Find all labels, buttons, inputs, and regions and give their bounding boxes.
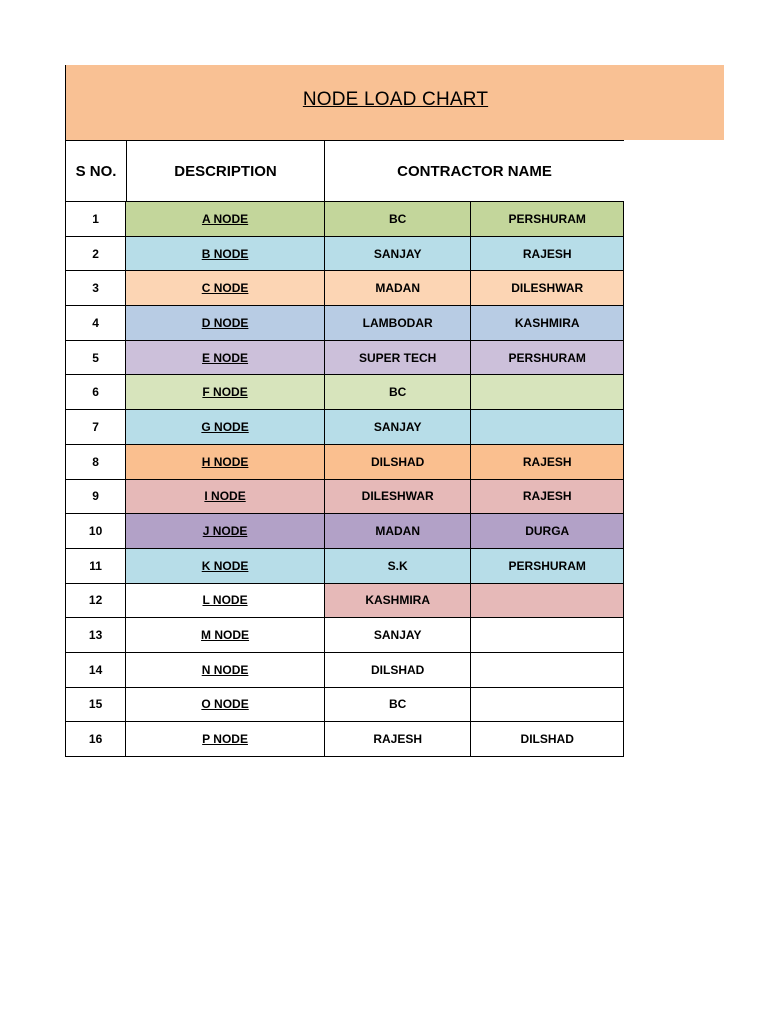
cell-contractor-2: RAJESH	[471, 444, 624, 479]
header-contractor-name: CONTRACTOR NAME	[397, 162, 552, 180]
cell-description: J NODE	[126, 514, 325, 549]
table-row	[66, 479, 624, 514]
cell-description: M NODE	[126, 618, 325, 653]
cell-description: A NODE	[126, 202, 325, 237]
header-description: DESCRIPTION	[127, 141, 325, 201]
cell-sno: 9	[66, 479, 126, 514]
cell-sno: 2	[66, 236, 126, 271]
cell-contractor-1: KASHMIRA	[324, 583, 471, 618]
cell-sno: 14	[66, 652, 126, 687]
cell-contractor-2	[471, 652, 624, 687]
cell-description: I NODE	[126, 479, 325, 514]
cell-contractor-1: BC	[324, 687, 471, 722]
cell-contractor-2: PERSHURAM	[471, 340, 624, 375]
table-row	[66, 722, 624, 757]
cell-sno: 4	[66, 306, 126, 341]
cell-contractor-2: PERSHURAM	[471, 548, 624, 583]
table-row	[66, 236, 624, 271]
cell-contractor-2	[471, 583, 624, 618]
table-header-row	[65, 140, 624, 201]
cell-description: C NODE	[126, 271, 325, 306]
cell-contractor-2	[471, 618, 624, 653]
cell-sno: 6	[66, 375, 126, 410]
cell-contractor-2: RAJESH	[471, 236, 624, 271]
cell-description: B NODE	[126, 236, 325, 271]
cell-description: K NODE	[126, 548, 325, 583]
table-row	[66, 687, 624, 722]
cell-sno: 15	[66, 687, 126, 722]
table-row	[66, 444, 624, 479]
cell-contractor-1: DILSHAD	[324, 444, 471, 479]
cell-sno: 3	[66, 271, 126, 306]
cell-contractor-1: S.K	[324, 548, 471, 583]
table-row	[66, 340, 624, 375]
header-sno: S NO.	[66, 141, 127, 201]
cell-contractor-1: BC	[324, 202, 471, 237]
cell-contractor-1: RAJESH	[324, 722, 471, 757]
table-row	[66, 410, 624, 445]
table-row	[66, 202, 624, 237]
page-title: NODE LOAD CHART	[302, 89, 489, 110]
cell-contractor-2: DURGA	[471, 514, 624, 549]
cell-contractor-1: MADAN	[324, 271, 471, 306]
cell-contractor-1: BC	[324, 375, 471, 410]
cell-sno: 10	[66, 514, 126, 549]
cell-sno: 7	[66, 410, 126, 445]
cell-contractor-1: MADAN	[324, 514, 471, 549]
table-row	[66, 652, 624, 687]
cell-description: G NODE	[126, 410, 325, 445]
cell-contractor-1: LAMBODAR	[324, 306, 471, 341]
cell-contractor-2: DILESHWAR	[471, 271, 624, 306]
cell-contractor-2: RAJESH	[471, 479, 624, 514]
cell-sno: 5	[66, 340, 126, 375]
cell-contractor-1: SANJAY	[324, 618, 471, 653]
cell-sno: 13	[66, 618, 126, 653]
cell-description: E NODE	[126, 340, 325, 375]
cell-contractor-2	[471, 410, 624, 445]
cell-contractor-2: PERSHURAM	[471, 202, 624, 237]
cell-contractor-2: KASHMIRA	[471, 306, 624, 341]
table-row	[66, 271, 624, 306]
cell-description: O NODE	[126, 687, 325, 722]
cell-description: F NODE	[126, 375, 325, 410]
cell-contractor-2	[471, 375, 624, 410]
cell-description: N NODE	[126, 652, 325, 687]
cell-contractor-1: DILSHAD	[324, 652, 471, 687]
cell-contractor-1: DILESHWAR	[324, 479, 471, 514]
cell-sno: 12	[66, 583, 126, 618]
table-row	[66, 375, 624, 410]
cell-contractor-2	[471, 687, 624, 722]
cell-description: L NODE	[126, 583, 325, 618]
cell-contractor-1: SUPER TECH	[324, 340, 471, 375]
node-load-table	[65, 140, 624, 747]
cell-contractor-1: SANJAY	[324, 410, 471, 445]
cell-description: D NODE	[126, 306, 325, 341]
cell-sno: 11	[66, 548, 126, 583]
cell-description: H NODE	[126, 444, 325, 479]
title-band	[65, 65, 724, 140]
table-body	[65, 201, 624, 757]
cell-sno: 8	[66, 444, 126, 479]
cell-contractor-1: SANJAY	[324, 236, 471, 271]
table-row	[66, 514, 624, 549]
table-row	[66, 548, 624, 583]
table-row	[66, 618, 624, 653]
table-row	[66, 306, 624, 341]
cell-description: P NODE	[126, 722, 325, 757]
table-row	[66, 583, 624, 618]
cell-sno: 16	[66, 722, 126, 757]
cell-sno: 1	[66, 202, 126, 237]
cell-contractor-2: DILSHAD	[471, 722, 624, 757]
